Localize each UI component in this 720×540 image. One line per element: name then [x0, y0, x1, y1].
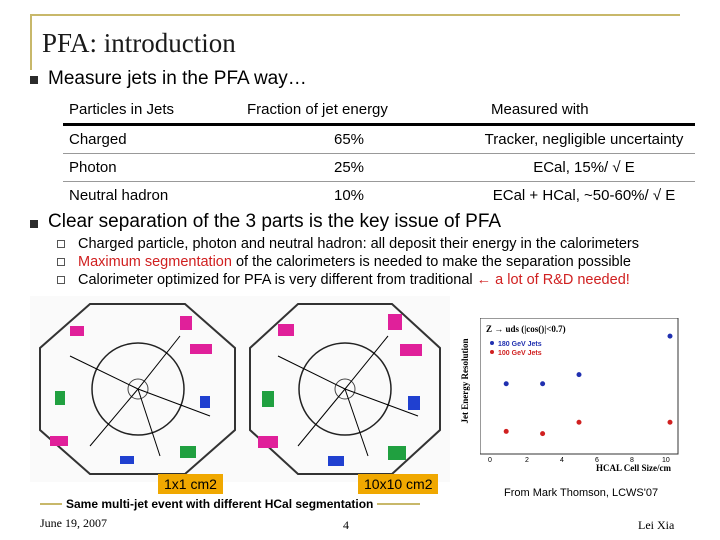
x-tick-label: 10	[662, 457, 670, 464]
table-row	[63, 182, 695, 210]
data-point	[577, 420, 582, 425]
bullet-clear-separation: Clear separation of the 3 parts is the key issue of PFA	[48, 211, 502, 232]
data-point	[668, 420, 673, 425]
table-header-cell: Measured with	[473, 96, 695, 125]
event-label-right	[358, 474, 438, 494]
legend-item-180: 180 GeV Jets	[498, 341, 542, 348]
table-cell: 65%	[225, 125, 473, 154]
plot-ylabel: Jet Energy Resolution	[460, 338, 470, 424]
legend-marker-180	[490, 341, 494, 345]
footer-date: June 19, 2007	[40, 516, 107, 530]
legend-marker-100	[490, 350, 494, 354]
x-tick-label: 8	[630, 457, 634, 464]
highlight-text: a lot of R&D needed!	[491, 272, 630, 288]
table-cell: 25%	[225, 154, 473, 182]
sub-bullet-marker	[57, 276, 65, 284]
data-point	[577, 372, 582, 377]
table-row	[63, 125, 695, 154]
pfa-table	[63, 96, 695, 209]
event-label-text: 10x10 cm2	[364, 476, 433, 492]
figure-caption: Same multi-jet event with different HCal segmentation	[62, 497, 377, 511]
event-display-10x10	[240, 296, 450, 482]
list-item-text: of the calorimeters is needed to make the separation possible	[231, 254, 631, 270]
list-item: Charged particle, photon and neutral hadron: all deposit their energy in the calorimeters	[78, 236, 640, 252]
list-item	[78, 272, 630, 288]
table-cell: ECal + HCal, ~50-60%/ √ E	[492, 187, 676, 204]
table-row	[63, 154, 695, 182]
bullet-marker	[30, 220, 38, 228]
table-cell: Photon	[63, 154, 225, 182]
resolution-plot	[480, 318, 680, 468]
x-tick-label: 6	[595, 457, 599, 464]
table-cell: Tracker, negligible uncertainty	[473, 125, 695, 154]
header-rule	[30, 14, 680, 16]
bullet-measure-jets: Measure jets in the PFA way…	[48, 68, 307, 89]
sub-bullet-marker	[57, 240, 65, 248]
event-label-left	[158, 474, 223, 494]
header-rule-vertical	[30, 14, 32, 70]
plot-ylabel-wrap	[455, 318, 475, 454]
x-tick-label: 4	[560, 457, 564, 464]
footer-author: Lei Xia	[638, 518, 675, 532]
highlight-text: Maximum segmentation	[78, 254, 232, 270]
data-point	[540, 381, 545, 386]
data-point	[504, 381, 509, 386]
x-tick-label: 2	[525, 457, 529, 464]
bullet-marker	[30, 76, 38, 84]
arrow-left-icon: ←	[476, 272, 492, 288]
x-tick-label: 0	[488, 457, 492, 464]
data-point	[504, 429, 509, 434]
slide-title: PFA: introduction	[42, 28, 236, 58]
data-point	[540, 431, 545, 436]
table-header-cell: Fraction of jet energy	[225, 96, 473, 125]
table-cell: 10%	[333, 187, 365, 204]
plot-title: Z → uds (|cos()|<0.7)	[486, 324, 566, 334]
footer-page-number: 4	[343, 518, 349, 532]
table-header-cell: Particles in Jets	[63, 96, 225, 125]
list-item-text: Calorimeter optimized for PFA is very different from traditional	[78, 272, 477, 288]
table-header-row	[63, 96, 695, 125]
sub-bullet-marker	[57, 258, 65, 266]
plot-frame	[480, 318, 678, 454]
table-cell: Charged	[63, 125, 225, 154]
event-label-text: 1x1 cm2	[164, 476, 217, 492]
data-point	[668, 334, 673, 339]
table-cell: ECal, 15%/ √ E	[473, 154, 695, 182]
event-display-1x1	[30, 296, 245, 482]
plot-xlabel: HCAL Cell Size/cm	[596, 463, 671, 473]
legend-item-100: 100 GeV Jets	[498, 350, 542, 357]
list-item	[78, 254, 631, 270]
credit-text: From Mark Thomson, LCWS'07	[504, 487, 659, 499]
table-cell: Neutral hadron	[69, 187, 169, 204]
